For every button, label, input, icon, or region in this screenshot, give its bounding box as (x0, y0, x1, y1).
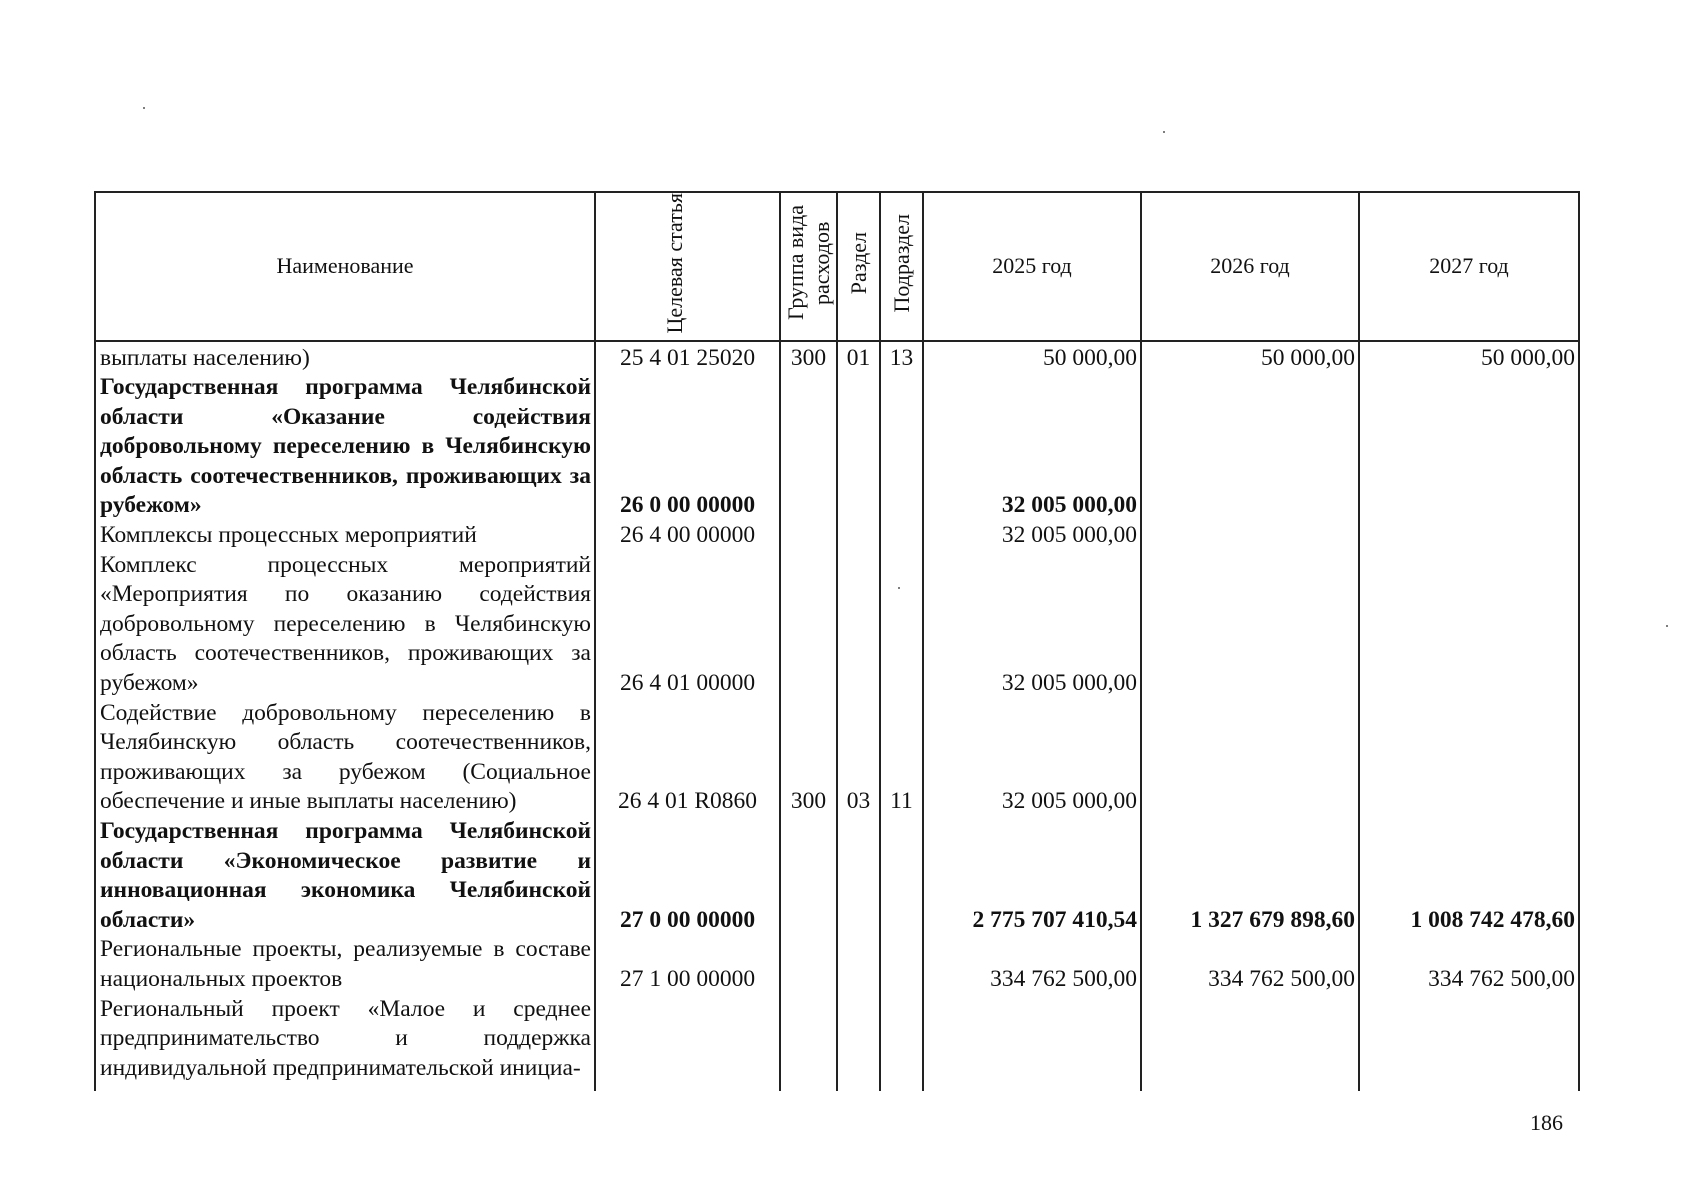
scan-speck (898, 587, 900, 589)
row-subsection: 11 (880, 699, 923, 817)
row-subsection (880, 373, 923, 521)
scan-speck (143, 107, 145, 109)
table-row (95, 995, 1579, 1084)
row-2026 (1141, 551, 1359, 699)
row-group (780, 817, 837, 935)
row-target: 27 0 00 00000 (595, 817, 780, 935)
row-subsection (880, 551, 923, 699)
row-section: 03 (837, 699, 880, 817)
row-2025: 32 005 000,00 (923, 551, 1141, 699)
row-2026 (1141, 373, 1359, 521)
row-name: Комплекс процессных мероприятий «Мероприятия по оказанию содействия добровольному переселению в Челябинскую область соотечественников, проживающих за рубежом» (95, 551, 595, 699)
row-subsection: 13 (880, 341, 923, 374)
row-subsection (880, 995, 923, 1084)
row-2025: 50 000,00 (923, 341, 1141, 374)
row-name: Государственная программа Челябинской области «Оказание содействия добровольному переселению в Челябинскую область соотечественников, проживающих за рубежом» (95, 373, 595, 521)
row-2026: 334 762 500,00 (1141, 935, 1359, 994)
row-group (780, 521, 837, 551)
row-2027 (1359, 373, 1579, 521)
header-2027: 2027 год (1359, 192, 1579, 341)
scan-speck (1163, 131, 1165, 133)
header-subsection: Подраздел (880, 192, 923, 341)
row-name: Региональный проект «Малое и среднее предпринимательство и поддержка индивидуальной предпринимательской инициа- (95, 995, 595, 1084)
row-section (837, 817, 880, 935)
table-end-spacer (95, 1083, 1579, 1091)
table-row (95, 817, 1579, 935)
row-2025: 32 005 000,00 (923, 521, 1141, 551)
header-section: Раздел (837, 192, 880, 341)
row-2025: 2 775 707 410,54 (923, 817, 1141, 935)
row-2025: 32 005 000,00 (923, 699, 1141, 817)
row-2027 (1359, 521, 1579, 551)
row-2026 (1141, 699, 1359, 817)
row-name: Региональные проекты, реализуемые в составе национальных проектов (95, 935, 595, 994)
row-group (780, 995, 837, 1084)
row-2025 (923, 995, 1141, 1084)
row-target: 26 0 00 00000 (595, 373, 780, 521)
row-target (595, 995, 780, 1084)
row-2026 (1141, 521, 1359, 551)
row-2026 (1141, 995, 1359, 1084)
row-2027: 1 008 742 478,60 (1359, 817, 1579, 935)
row-target: 25 4 01 25020 (595, 341, 780, 374)
header-target: Целевая статья (595, 192, 780, 341)
row-target: 26 4 00 00000 (595, 521, 780, 551)
row-group: 300 (780, 699, 837, 817)
row-subsection (880, 817, 923, 935)
row-subsection (880, 935, 923, 994)
page-number: 186 (1530, 1110, 1563, 1135)
row-section (837, 935, 880, 994)
table-row (95, 521, 1579, 551)
row-section (837, 373, 880, 521)
row-2026: 50 000,00 (1141, 341, 1359, 374)
row-2027 (1359, 995, 1579, 1084)
row-name: Содействие добровольному переселению в Челябинскую область соотечественников, проживающих за рубежом (Социальное обеспечение и иные выплаты населению) (95, 699, 595, 817)
table-row (95, 699, 1579, 817)
row-2025: 334 762 500,00 (923, 935, 1141, 994)
row-target: 26 4 01 00000 (595, 551, 780, 699)
row-2027: 50 000,00 (1359, 341, 1579, 374)
row-group (780, 551, 837, 699)
header-group: Группа вида расходов (780, 192, 837, 341)
row-section (837, 521, 880, 551)
row-name: Комплексы процессных мероприятий (95, 521, 595, 551)
row-2027 (1359, 551, 1579, 699)
table-row (95, 341, 1579, 374)
row-group: 300 (780, 341, 837, 374)
header-2026: 2026 год (1141, 192, 1359, 341)
row-2027: 334 762 500,00 (1359, 935, 1579, 994)
row-group (780, 373, 837, 521)
row-section (837, 995, 880, 1084)
row-target: 27 1 00 00000 (595, 935, 780, 994)
row-2026: 1 327 679 898,60 (1141, 817, 1359, 935)
header-name: Наименование (95, 192, 595, 341)
table-row (95, 935, 1579, 994)
table-header-row (95, 192, 1579, 341)
row-group (780, 935, 837, 994)
budget-table-sheet (94, 191, 1578, 1091)
row-2027 (1359, 699, 1579, 817)
header-2025: 2025 год (923, 192, 1141, 341)
table-row (95, 373, 1579, 521)
row-name: Государственная программа Челябинской области «Экономическое развитие и инновационная экономика Челябинской области» (95, 817, 595, 935)
scan-speck (1666, 625, 1668, 627)
row-subsection (880, 521, 923, 551)
row-name: выплаты населению) (95, 341, 595, 374)
row-target: 26 4 01 R0860 (595, 699, 780, 817)
row-section: 01 (837, 341, 880, 374)
budget-table (94, 191, 1580, 1091)
row-section (837, 551, 880, 699)
row-2025: 32 005 000,00 (923, 373, 1141, 521)
table-row (95, 551, 1579, 699)
